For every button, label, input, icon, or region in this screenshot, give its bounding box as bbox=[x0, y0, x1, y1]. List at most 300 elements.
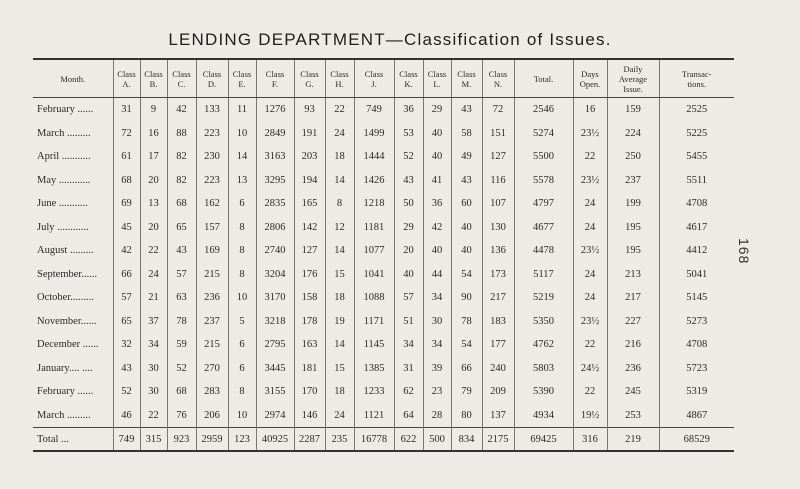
value-cell: 24 bbox=[573, 263, 607, 287]
value-cell: 51 bbox=[394, 310, 423, 334]
value-cell: 1426 bbox=[354, 169, 394, 193]
header-cell bbox=[514, 59, 573, 98]
value-cell: 66 bbox=[451, 357, 482, 381]
value-cell: 58 bbox=[451, 122, 482, 146]
value-cell: 203 bbox=[294, 145, 325, 169]
header-line: Class bbox=[330, 68, 349, 79]
header-line: Class bbox=[172, 68, 191, 79]
header-line: Class bbox=[144, 68, 163, 79]
value-cell: 42 bbox=[113, 239, 140, 263]
value-cell: 17 bbox=[140, 145, 167, 169]
value-cell: 157 bbox=[196, 216, 228, 240]
value-cell: 68529 bbox=[659, 428, 734, 452]
value-cell: 5803 bbox=[514, 357, 573, 381]
value-cell: 622 bbox=[394, 428, 423, 452]
value-cell: 316 bbox=[573, 428, 607, 452]
value-cell: 2525 bbox=[659, 98, 734, 122]
header-cell bbox=[325, 59, 354, 98]
value-cell: 127 bbox=[482, 145, 514, 169]
value-cell: 5350 bbox=[514, 310, 573, 334]
month-cell: October......... bbox=[37, 292, 94, 304]
value-cell: 93 bbox=[294, 98, 325, 122]
value-cell: 88 bbox=[167, 122, 196, 146]
table-row bbox=[33, 263, 734, 287]
value-cell: 6 bbox=[228, 333, 256, 357]
value-cell: 223 bbox=[196, 169, 228, 193]
value-cell: 29 bbox=[394, 216, 423, 240]
month-cell: November...... bbox=[37, 315, 97, 327]
value-cell: 43 bbox=[394, 169, 423, 193]
value-cell: 219 bbox=[607, 428, 659, 452]
month-cell: January.... .... bbox=[37, 362, 93, 374]
value-cell: 59 bbox=[167, 333, 196, 357]
header-line: Transac- bbox=[682, 68, 712, 79]
value-cell: 5511 bbox=[659, 169, 734, 193]
value-cell: 8 bbox=[228, 216, 256, 240]
value-cell: 42 bbox=[167, 98, 196, 122]
header-cell bbox=[256, 59, 294, 98]
value-cell: 1041 bbox=[354, 263, 394, 287]
value-cell: 237 bbox=[607, 169, 659, 193]
value-cell: 151 bbox=[482, 122, 514, 146]
month-cell: April ........... bbox=[37, 151, 91, 163]
value-cell: 500 bbox=[423, 428, 451, 452]
value-cell: 133 bbox=[196, 98, 228, 122]
value-cell: 23½ bbox=[573, 169, 607, 193]
value-cell: 191 bbox=[294, 122, 325, 146]
header-line: Daily bbox=[623, 63, 643, 74]
value-cell: 4867 bbox=[659, 404, 734, 428]
value-cell: 5145 bbox=[659, 286, 734, 310]
value-cell: 5225 bbox=[659, 122, 734, 146]
value-cell: 40 bbox=[394, 263, 423, 287]
value-cell: 250 bbox=[607, 145, 659, 169]
table-row bbox=[33, 98, 734, 122]
value-cell: 209 bbox=[482, 380, 514, 404]
value-cell: 4478 bbox=[514, 239, 573, 263]
value-cell: 22 bbox=[573, 333, 607, 357]
value-cell: 1181 bbox=[354, 216, 394, 240]
value-cell: 194 bbox=[294, 169, 325, 193]
header-cell bbox=[228, 59, 256, 98]
value-cell: 123 bbox=[228, 428, 256, 452]
value-cell: 69 bbox=[113, 192, 140, 216]
value-cell: 8 bbox=[228, 380, 256, 404]
value-cell: 20 bbox=[140, 216, 167, 240]
value-cell: 116 bbox=[482, 169, 514, 193]
value-cell: 65 bbox=[113, 310, 140, 334]
value-cell: 43 bbox=[167, 239, 196, 263]
value-cell: 2287 bbox=[294, 428, 325, 452]
table-row bbox=[33, 239, 734, 263]
value-cell: 24 bbox=[573, 192, 607, 216]
value-cell: 1077 bbox=[354, 239, 394, 263]
header-line: Class bbox=[457, 68, 476, 79]
value-cell: 30 bbox=[140, 357, 167, 381]
value-cell: 23½ bbox=[573, 310, 607, 334]
header-cell bbox=[140, 59, 167, 98]
value-cell: 236 bbox=[607, 357, 659, 381]
value-cell: 224 bbox=[607, 122, 659, 146]
value-cell: 78 bbox=[451, 310, 482, 334]
value-cell: 52 bbox=[113, 380, 140, 404]
value-cell: 43 bbox=[451, 98, 482, 122]
value-cell: 1145 bbox=[354, 333, 394, 357]
value-cell: 29 bbox=[423, 98, 451, 122]
header-line: B. bbox=[149, 78, 158, 89]
value-cell: 13 bbox=[228, 169, 256, 193]
header-line: F. bbox=[271, 78, 279, 89]
value-cell: 15 bbox=[325, 357, 354, 381]
value-cell: 10 bbox=[228, 122, 256, 146]
value-cell: 5723 bbox=[659, 357, 734, 381]
value-cell: 5500 bbox=[514, 145, 573, 169]
value-cell: 130 bbox=[482, 216, 514, 240]
header-cell bbox=[659, 59, 734, 98]
value-cell: 21 bbox=[140, 286, 167, 310]
value-cell: 170 bbox=[294, 380, 325, 404]
value-cell: 5117 bbox=[514, 263, 573, 287]
value-cell: 206 bbox=[196, 404, 228, 428]
value-cell: 34 bbox=[140, 333, 167, 357]
value-cell: 19 bbox=[325, 310, 354, 334]
value-cell: 834 bbox=[451, 428, 482, 452]
month-cell: September...... bbox=[37, 268, 98, 280]
value-cell: 1499 bbox=[354, 122, 394, 146]
value-cell: 923 bbox=[167, 428, 196, 452]
value-cell: 31 bbox=[394, 357, 423, 381]
value-cell: 19½ bbox=[573, 404, 607, 428]
value-cell: 8 bbox=[325, 192, 354, 216]
value-cell: 137 bbox=[482, 404, 514, 428]
value-cell: 10 bbox=[228, 286, 256, 310]
value-cell: 169 bbox=[196, 239, 228, 263]
value-cell: 217 bbox=[482, 286, 514, 310]
header-line: A. bbox=[122, 78, 131, 89]
value-cell: 195 bbox=[607, 239, 659, 263]
value-cell: 1218 bbox=[354, 192, 394, 216]
value-cell: 2546 bbox=[514, 98, 573, 122]
value-cell: 223 bbox=[196, 122, 228, 146]
value-cell: 8 bbox=[228, 263, 256, 287]
value-cell: 235 bbox=[325, 428, 354, 452]
header-line: Total. bbox=[533, 73, 554, 84]
month-cell: July ............ bbox=[37, 221, 89, 233]
value-cell: 215 bbox=[196, 263, 228, 287]
table-row bbox=[33, 169, 734, 193]
value-cell: 1121 bbox=[354, 404, 394, 428]
value-cell: 5041 bbox=[659, 263, 734, 287]
value-cell: 40 bbox=[451, 239, 482, 263]
value-cell: 15 bbox=[325, 263, 354, 287]
value-cell: 11 bbox=[228, 98, 256, 122]
value-cell: 227 bbox=[607, 310, 659, 334]
header-row bbox=[33, 59, 734, 98]
value-cell: 34 bbox=[423, 333, 451, 357]
value-cell: 23½ bbox=[573, 122, 607, 146]
value-cell: 53 bbox=[394, 122, 423, 146]
value-cell: 158 bbox=[294, 286, 325, 310]
value-cell: 4412 bbox=[659, 239, 734, 263]
value-cell: 6 bbox=[228, 192, 256, 216]
month-cell: December ...... bbox=[37, 339, 99, 351]
table-row bbox=[33, 145, 734, 169]
header-line: tions. bbox=[687, 78, 707, 89]
value-cell: 22 bbox=[140, 239, 167, 263]
value-cell: 10 bbox=[228, 404, 256, 428]
value-cell: 245 bbox=[607, 380, 659, 404]
value-cell: 50 bbox=[394, 192, 423, 216]
header-line: N. bbox=[493, 78, 503, 89]
value-cell: 52 bbox=[167, 357, 196, 381]
value-cell: 1171 bbox=[354, 310, 394, 334]
header-line: Class bbox=[399, 68, 418, 79]
value-cell: 5455 bbox=[659, 145, 734, 169]
header-cell bbox=[167, 59, 196, 98]
value-cell: 217 bbox=[607, 286, 659, 310]
value-cell: 64 bbox=[394, 404, 423, 428]
header-cell bbox=[196, 59, 228, 98]
value-cell: 22 bbox=[325, 98, 354, 122]
value-cell: 44 bbox=[423, 263, 451, 287]
value-cell: 5273 bbox=[659, 310, 734, 334]
value-cell: 230 bbox=[196, 145, 228, 169]
value-cell: 253 bbox=[607, 404, 659, 428]
value-cell: 76 bbox=[167, 404, 196, 428]
header-line: Open. bbox=[579, 78, 601, 89]
value-cell: 2959 bbox=[196, 428, 228, 452]
issues-table bbox=[33, 58, 734, 452]
header-cell bbox=[113, 59, 140, 98]
value-cell: 72 bbox=[482, 98, 514, 122]
month-cell: February ...... bbox=[37, 386, 94, 398]
value-cell: 42 bbox=[423, 216, 451, 240]
month-cell: June ........... bbox=[37, 198, 88, 210]
value-cell: 46 bbox=[113, 404, 140, 428]
value-cell: 240 bbox=[482, 357, 514, 381]
value-cell: 16 bbox=[573, 98, 607, 122]
value-cell: 20 bbox=[140, 169, 167, 193]
value-cell: 176 bbox=[294, 263, 325, 287]
value-cell: 136 bbox=[482, 239, 514, 263]
value-cell: 24 bbox=[325, 404, 354, 428]
value-cell: 5319 bbox=[659, 380, 734, 404]
header-line: Class bbox=[117, 68, 136, 79]
value-cell: 2974 bbox=[256, 404, 294, 428]
value-cell: 80 bbox=[451, 404, 482, 428]
month-cell: February ...... bbox=[37, 104, 94, 116]
value-cell: 31 bbox=[113, 98, 140, 122]
value-cell: 4708 bbox=[659, 192, 734, 216]
header-line: Class bbox=[300, 68, 319, 79]
value-cell: 2849 bbox=[256, 122, 294, 146]
value-cell: 3218 bbox=[256, 310, 294, 334]
value-cell: 36 bbox=[394, 98, 423, 122]
value-cell: 3163 bbox=[256, 145, 294, 169]
value-cell: 57 bbox=[113, 286, 140, 310]
header-cell bbox=[294, 59, 325, 98]
value-cell: 30 bbox=[423, 310, 451, 334]
month-cell: August ......... bbox=[37, 245, 94, 257]
value-cell: 4797 bbox=[514, 192, 573, 216]
value-cell: 43 bbox=[113, 357, 140, 381]
value-cell: 3204 bbox=[256, 263, 294, 287]
value-cell: 79 bbox=[451, 380, 482, 404]
value-cell: 749 bbox=[354, 98, 394, 122]
value-cell: 34 bbox=[423, 286, 451, 310]
value-cell: 173 bbox=[482, 263, 514, 287]
value-cell: 4762 bbox=[514, 333, 573, 357]
value-cell: 315 bbox=[140, 428, 167, 452]
table-row bbox=[33, 310, 734, 334]
header-line: Class bbox=[427, 68, 447, 79]
value-cell: 24 bbox=[573, 286, 607, 310]
header-cell bbox=[573, 59, 607, 98]
value-cell: 195 bbox=[607, 216, 659, 240]
value-cell: 1276 bbox=[256, 98, 294, 122]
table-row bbox=[33, 333, 734, 357]
value-cell: 3155 bbox=[256, 380, 294, 404]
table-row bbox=[33, 380, 734, 404]
value-cell: 22 bbox=[573, 145, 607, 169]
month-cell: Total ... bbox=[33, 428, 113, 452]
header-line: J. bbox=[371, 78, 377, 89]
value-cell: 1233 bbox=[354, 380, 394, 404]
value-cell: 43 bbox=[451, 169, 482, 193]
value-cell: 749 bbox=[113, 428, 140, 452]
total-row bbox=[33, 428, 734, 452]
value-cell: 1444 bbox=[354, 145, 394, 169]
value-cell: 162 bbox=[196, 192, 228, 216]
value-cell: 61 bbox=[113, 145, 140, 169]
value-cell: 127 bbox=[294, 239, 325, 263]
value-cell: 4934 bbox=[514, 404, 573, 428]
value-cell: 40 bbox=[423, 122, 451, 146]
value-cell: 18 bbox=[325, 145, 354, 169]
value-cell: 4617 bbox=[659, 216, 734, 240]
value-cell: 14 bbox=[325, 333, 354, 357]
value-cell: 213 bbox=[607, 263, 659, 287]
value-cell: 5219 bbox=[514, 286, 573, 310]
value-cell: 34 bbox=[394, 333, 423, 357]
value-cell: 2175 bbox=[482, 428, 514, 452]
header-line: Average bbox=[618, 73, 648, 84]
value-cell: 8 bbox=[228, 239, 256, 263]
header-line: M. bbox=[461, 78, 472, 89]
value-cell: 40 bbox=[423, 239, 451, 263]
value-cell: 3445 bbox=[256, 357, 294, 381]
value-cell: 178 bbox=[294, 310, 325, 334]
value-cell: 14 bbox=[325, 239, 354, 263]
value-cell: 23½ bbox=[573, 239, 607, 263]
value-cell: 82 bbox=[167, 169, 196, 193]
value-cell: 165 bbox=[294, 192, 325, 216]
value-cell: 78 bbox=[167, 310, 196, 334]
header-cell bbox=[354, 59, 394, 98]
value-cell: 177 bbox=[482, 333, 514, 357]
value-cell: 40925 bbox=[256, 428, 294, 452]
header-line: Class bbox=[488, 68, 508, 79]
value-cell: 62 bbox=[394, 380, 423, 404]
header-month bbox=[33, 59, 113, 98]
value-cell: 24½ bbox=[573, 357, 607, 381]
value-cell: 5 bbox=[228, 310, 256, 334]
table-row bbox=[33, 122, 734, 146]
table-row bbox=[33, 192, 734, 216]
value-cell: 68 bbox=[167, 380, 196, 404]
value-cell: 163 bbox=[294, 333, 325, 357]
value-cell: 270 bbox=[196, 357, 228, 381]
value-cell: 2835 bbox=[256, 192, 294, 216]
month-cell: March ......... bbox=[37, 127, 91, 139]
value-cell: 237 bbox=[196, 310, 228, 334]
value-cell: 14 bbox=[228, 145, 256, 169]
value-cell: 5390 bbox=[514, 380, 573, 404]
value-cell: 1088 bbox=[354, 286, 394, 310]
value-cell: 4708 bbox=[659, 333, 734, 357]
value-cell: 66 bbox=[113, 263, 140, 287]
header-line: Month. bbox=[60, 73, 86, 84]
value-cell: 63 bbox=[167, 286, 196, 310]
value-cell: 57 bbox=[394, 286, 423, 310]
value-cell: 60 bbox=[451, 192, 482, 216]
value-cell: 32 bbox=[113, 333, 140, 357]
value-cell: 3170 bbox=[256, 286, 294, 310]
value-cell: 283 bbox=[196, 380, 228, 404]
value-cell: 36 bbox=[423, 192, 451, 216]
header-line: G. bbox=[305, 78, 314, 89]
value-cell: 24 bbox=[573, 216, 607, 240]
value-cell: 5274 bbox=[514, 122, 573, 146]
header-line: K. bbox=[404, 78, 413, 89]
value-cell: 90 bbox=[451, 286, 482, 310]
value-cell: 3295 bbox=[256, 169, 294, 193]
page-number: 168 bbox=[736, 238, 752, 265]
value-cell: 41 bbox=[423, 169, 451, 193]
header-line: H. bbox=[335, 78, 344, 89]
value-cell: 2795 bbox=[256, 333, 294, 357]
header-cell bbox=[423, 59, 451, 98]
value-cell: 2806 bbox=[256, 216, 294, 240]
value-cell: 49 bbox=[451, 145, 482, 169]
header-line: Class bbox=[364, 68, 384, 79]
value-cell: 18 bbox=[325, 380, 354, 404]
value-cell: 107 bbox=[482, 192, 514, 216]
value-cell: 16778 bbox=[354, 428, 394, 452]
value-cell: 40 bbox=[423, 145, 451, 169]
value-cell: 18 bbox=[325, 286, 354, 310]
value-cell: 13 bbox=[140, 192, 167, 216]
header-cell bbox=[482, 59, 514, 98]
value-cell: 39 bbox=[423, 357, 451, 381]
value-cell: 199 bbox=[607, 192, 659, 216]
header-cell bbox=[451, 59, 482, 98]
value-cell: 57 bbox=[167, 263, 196, 287]
value-cell: 16 bbox=[140, 122, 167, 146]
value-cell: 2740 bbox=[256, 239, 294, 263]
value-cell: 24 bbox=[325, 122, 354, 146]
value-cell: 54 bbox=[451, 333, 482, 357]
table-row bbox=[33, 404, 734, 428]
value-cell: 183 bbox=[482, 310, 514, 334]
header-cell bbox=[394, 59, 423, 98]
value-cell: 181 bbox=[294, 357, 325, 381]
value-cell: 215 bbox=[196, 333, 228, 357]
value-cell: 24 bbox=[140, 263, 167, 287]
value-cell: 146 bbox=[294, 404, 325, 428]
value-cell: 14 bbox=[325, 169, 354, 193]
header-line: Class bbox=[265, 68, 285, 79]
